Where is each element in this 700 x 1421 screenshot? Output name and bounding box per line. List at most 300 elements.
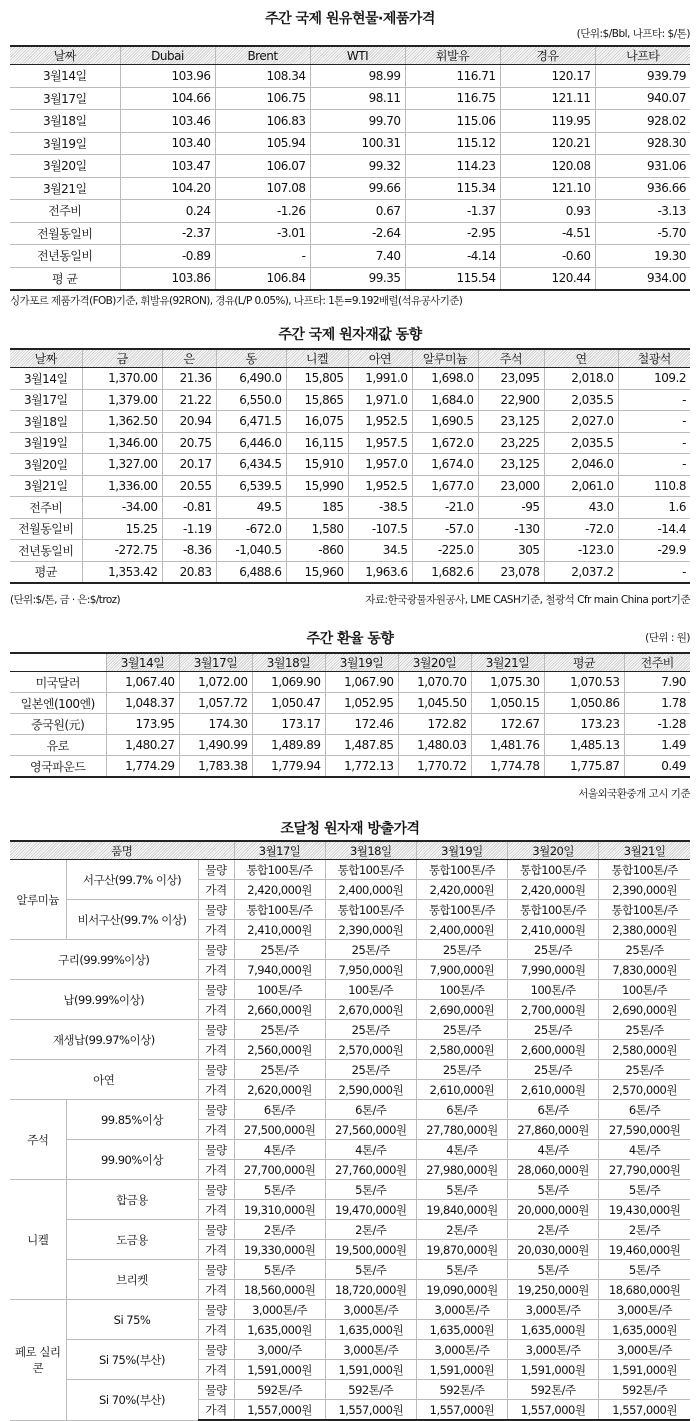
fx-cell: 1,045.50 (398, 693, 471, 714)
metal-cell: -8.36 (162, 540, 216, 562)
oil-cell: 114.23 (405, 155, 500, 178)
oil-cell: 939.79 (595, 65, 690, 88)
procure-price-cell: 2,390,000원 (325, 920, 416, 940)
metal-header-cell: 날짜 (10, 349, 82, 368)
fx-cell: 1,480.27 (106, 735, 179, 756)
metal-cell: 1,952.5 (348, 411, 412, 433)
metal-header-cell: 알루미늄 (412, 349, 478, 368)
procure-price-cell: 1,635,000원 (325, 1320, 416, 1340)
metal-row-label: 3월19일 (10, 432, 82, 454)
procure-qty-cell: 4톤/주 (508, 1140, 599, 1160)
procure-price-cell: 18,680,000원 (599, 1280, 690, 1300)
procure-item-name: 브리켓 (66, 1260, 198, 1300)
procure-price-cell: 19,090,000원 (416, 1280, 507, 1300)
procure-qty-cell: 3,000톤/주 (325, 1300, 416, 1320)
oil-cell: 120.21 (500, 132, 595, 155)
procure-row (10, 980, 690, 1000)
metal-cell: 1,672.0 (412, 432, 478, 454)
procure-qty-cell: 통합100톤/주 (325, 900, 416, 920)
procure-row (10, 1340, 690, 1360)
procure-qty-cell: 6톤/주 (234, 1100, 325, 1120)
metal-cell: 2,035.5 (544, 389, 618, 411)
fx-row-label: 유로 (10, 735, 106, 756)
fx-table (10, 652, 690, 778)
procure-qty-cell: 25톤/주 (599, 1060, 690, 1080)
metal-cell: -860 (286, 540, 348, 562)
metal-cell: 43.0 (544, 497, 618, 519)
procure-price-cell: 2,670,000원 (325, 1000, 416, 1020)
procure-qty-cell: 25톤/주 (599, 940, 690, 960)
oil-cell: 99.35 (310, 267, 405, 290)
fx-cell: 1,075.30 (471, 672, 544, 693)
procure-row (10, 1260, 690, 1280)
procure-qty-cell: 25톤/주 (416, 940, 507, 960)
procure-price-cell: 1,635,000원 (599, 1320, 690, 1340)
procure-price-cell: 2,420,000원 (416, 880, 507, 900)
procure-qty-cell: 4톤/주 (325, 1140, 416, 1160)
oil-cell: -4.51 (500, 222, 595, 245)
procure-kind-label: 물량 (198, 860, 234, 880)
procure-price-cell: 2,400,000원 (325, 880, 416, 900)
procure-kind-label: 물량 (198, 940, 234, 960)
fx-cell: 172.82 (398, 714, 471, 735)
procure-qty-cell: 통합100톤/주 (325, 860, 416, 880)
procure-qty-cell: 100톤/주 (599, 980, 690, 1000)
oil-row (10, 132, 690, 155)
oil-cell: 106.07 (215, 155, 310, 178)
oil-row-label: 3월20일 (10, 155, 120, 178)
oil-cell: 115.34 (405, 177, 500, 200)
metal-cell: 1.6 (618, 497, 690, 519)
metal-cell: - (618, 561, 690, 583)
procure-qty-cell: 통합100톤/주 (508, 900, 599, 920)
fx-cell: 172.46 (325, 714, 398, 735)
procure-qty-cell: 5톤/주 (325, 1180, 416, 1200)
metal-header-cell: 철광석 (618, 349, 690, 368)
metal-title: 주간 국제 원자재값 동향 (278, 327, 422, 343)
metal-cell: 15,910 (286, 454, 348, 476)
procure-price-cell: 2,580,000원 (599, 1040, 690, 1060)
fx-header-row (10, 653, 690, 672)
procure-price-cell: 27,700,000원 (234, 1160, 325, 1180)
oil-row-label: 3월18일 (10, 110, 120, 133)
metal-cell: 1,690.5 (412, 411, 478, 433)
procure-price-cell: 19,430,000원 (599, 1200, 690, 1220)
procure-kind-label: 가격 (198, 1000, 234, 1020)
metal-cell: - (618, 454, 690, 476)
procure-price-cell: 1,557,000원 (325, 1400, 416, 1421)
procure-qty-cell: 25톤/주 (234, 940, 325, 960)
oil-table (10, 45, 690, 291)
metal-row-label: 평균 (10, 561, 82, 583)
procure-price-cell: 19,330,000원 (234, 1240, 325, 1260)
procure-price-cell: 7,900,000원 (416, 960, 507, 980)
metal-cell: 1,677.0 (412, 475, 478, 497)
metal-cell: -672.0 (216, 518, 286, 540)
oil-cell: -2.64 (310, 222, 405, 245)
procure-row (10, 900, 690, 920)
metal-cell: -38.5 (348, 497, 412, 519)
fx-cell: 1.78 (624, 693, 690, 714)
procure-qty-cell: 100톤/주 (234, 980, 325, 1000)
procure-price-cell: 2,410,000원 (508, 920, 599, 940)
metal-cell: 109.2 (618, 368, 690, 390)
oil-row (10, 245, 690, 268)
procure-kind-label: 물량 (198, 1300, 234, 1320)
oil-cell: 98.99 (310, 65, 405, 88)
oil-header-cell: 날짜 (10, 46, 120, 65)
metal-cell: 2,018.0 (544, 368, 618, 390)
metal-cell: 23,000 (478, 475, 544, 497)
metal-cell: 6,446.0 (216, 432, 286, 454)
procure-qty-cell: 5톤/주 (508, 1180, 599, 1200)
metal-cell: 6,434.5 (216, 454, 286, 476)
procure-row (10, 940, 690, 960)
metal-cell: 1,698.0 (412, 368, 478, 390)
fx-cell: 1,067.40 (106, 672, 179, 693)
metal-cell: 22,900 (478, 389, 544, 411)
procure-price-cell: 1,557,000원 (599, 1400, 690, 1421)
oil-cell: 936.66 (595, 177, 690, 200)
metal-cell: 1,963.6 (348, 561, 412, 583)
procure-price-cell: 2,560,000원 (234, 1040, 325, 1060)
procure-price-cell: 27,980,000원 (416, 1160, 507, 1180)
oil-row-label: 3월14일 (10, 65, 120, 88)
procure-item-name: 서구산(99.7% 이상) (66, 860, 198, 900)
procure-kind-label: 가격 (198, 1160, 234, 1180)
procure-price-cell: 1,635,000원 (234, 1320, 325, 1340)
fx-cell: 1,774.78 (471, 756, 544, 778)
fx-cell: 1,775.87 (544, 756, 624, 778)
procure-row (10, 1180, 690, 1200)
procure-qty-cell: 25톤/주 (234, 1060, 325, 1080)
fx-row-label: 중국원(元) (10, 714, 106, 735)
oil-header-row (10, 46, 690, 65)
fx-cell: 1,069.90 (252, 672, 325, 693)
procure-qty-cell: 3,000톤/주 (416, 1300, 507, 1320)
metal-cell: 2,046.0 (544, 454, 618, 476)
metal-cell: 6,490.0 (216, 368, 286, 390)
metal-cell: 1,952.5 (348, 475, 412, 497)
metal-cell: 1,362.50 (82, 411, 162, 433)
fx-cell: -1.28 (624, 714, 690, 735)
procure-qty-cell: 통합100톤/주 (416, 900, 507, 920)
procure-qty-cell: 592톤/주 (416, 1380, 507, 1400)
oil-cell: 0.24 (120, 200, 215, 223)
procure-price-cell: 19,310,000원 (234, 1200, 325, 1220)
metal-cell: -107.5 (348, 518, 412, 540)
fx-cell: 172.67 (471, 714, 544, 735)
metal-header-cell: 니켈 (286, 349, 348, 368)
metal-row-label: 3월17일 (10, 389, 82, 411)
metal-header-cell: 아연 (348, 349, 412, 368)
procure-price-cell: 2,620,000원 (234, 1080, 325, 1100)
metal-section (10, 316, 690, 616)
procure-row (10, 1060, 690, 1080)
procure-qty-cell: 3,000톤/주 (508, 1340, 599, 1360)
procure-kind-label: 가격 (198, 960, 234, 980)
metal-cell: -29.9 (618, 540, 690, 562)
procure-price-cell: 2,390,000원 (599, 880, 690, 900)
metal-cell: 20.17 (162, 454, 216, 476)
fx-unit: (단위 : 원) (645, 632, 690, 644)
oil-cell: 103.47 (120, 155, 215, 178)
procure-qty-cell: 통합100톤/주 (416, 860, 507, 880)
fx-header-cell: 3월14일 (106, 653, 179, 672)
procure-qty-cell: 5톤/주 (416, 1260, 507, 1280)
metal-cell: -225.0 (412, 540, 478, 562)
procure-price-cell: 2,600,000원 (508, 1040, 599, 1060)
fx-cell: 174.30 (179, 714, 252, 735)
procure-group-name: 니켈 (10, 1180, 66, 1300)
oil-cell: 104.66 (120, 87, 215, 110)
metal-cell: -130 (478, 518, 544, 540)
procure-item-name: 도금용 (66, 1220, 198, 1260)
oil-row (10, 200, 690, 223)
oil-cell: 121.10 (500, 177, 595, 200)
procure-qty-cell: 5톤/주 (416, 1180, 507, 1200)
metal-row-label: 3월14일 (10, 368, 82, 390)
fx-cell: 1,485.13 (544, 735, 624, 756)
metal-cell: 16,075 (286, 411, 348, 433)
metal-row-label: 3월21일 (10, 475, 82, 497)
procure-title: 조달청 원자재 방출가격 (280, 821, 420, 837)
metal-cell: 15,865 (286, 389, 348, 411)
procure-price-cell: 1,635,000원 (416, 1320, 507, 1340)
fx-header-cell (10, 653, 106, 672)
fx-cell: 1,490.99 (179, 735, 252, 756)
procure-qty-cell: 3,000/주 (234, 1340, 325, 1360)
metal-row (10, 518, 690, 540)
oil-cell: -3.01 (215, 222, 310, 245)
oil-cell: -4.14 (405, 245, 500, 268)
procure-item-name: Si 75%(부산) (66, 1340, 198, 1380)
metal-cell: 1,370.00 (82, 368, 162, 390)
oil-cell: 115.54 (405, 267, 500, 290)
fx-cell: 173.95 (106, 714, 179, 735)
oil-cell: -0.60 (500, 245, 595, 268)
procure-price-cell: 19,500,000원 (325, 1240, 416, 1260)
metal-row (10, 561, 690, 583)
procure-qty-cell: 4톤/주 (234, 1140, 325, 1160)
procure-qty-cell: 25톤/주 (325, 1060, 416, 1080)
procure-kind-label: 물량 (198, 1380, 234, 1400)
metal-cell: 20.83 (162, 561, 216, 583)
fx-cell: 1,783.38 (179, 756, 252, 778)
procure-qty-cell: 592톤/주 (508, 1380, 599, 1400)
procure-row (10, 1020, 690, 1040)
metal-cell: 34.5 (348, 540, 412, 562)
procure-qty-cell: 3,000톤/주 (416, 1340, 507, 1360)
procure-header-item: 품명 (10, 841, 234, 860)
fx-row (10, 756, 690, 778)
oil-title: 주간 국제 원유현물·제품가격 (265, 11, 435, 27)
procure-group-name: 페로 실리콘 (10, 1300, 66, 1421)
procure-price-cell: 1,591,000원 (599, 1360, 690, 1380)
procure-price-cell: 2,420,000원 (234, 880, 325, 900)
procure-price-cell: 2,610,000원 (416, 1080, 507, 1100)
fx-row-label: 일본엔(100엔) (10, 693, 106, 714)
procure-price-cell: 19,250,000원 (508, 1280, 599, 1300)
procure-qty-cell: 25톤/주 (508, 1020, 599, 1040)
procure-price-cell: 19,870,000원 (416, 1240, 507, 1260)
procure-kind-label: 가격 (198, 1040, 234, 1060)
procure-price-cell: 2,410,000원 (234, 920, 325, 940)
metal-cell: 20.75 (162, 432, 216, 454)
procure-price-cell: 27,790,000원 (599, 1160, 690, 1180)
procure-qty-cell: 3,000톤/주 (234, 1300, 325, 1320)
metal-row (10, 454, 690, 476)
metal-cell: 1,353.42 (82, 561, 162, 583)
fx-cell: 1,070.70 (398, 672, 471, 693)
procure-kind-label: 물량 (198, 900, 234, 920)
metal-row-label: 전년동일비 (10, 540, 82, 562)
procure-qty-cell: 592톤/주 (234, 1380, 325, 1400)
procure-kind-label: 물량 (198, 1020, 234, 1040)
fx-cell: 1,072.00 (179, 672, 252, 693)
procure-row (10, 1140, 690, 1160)
oil-row (10, 87, 690, 110)
metal-cell: 2,035.5 (544, 432, 618, 454)
procure-qty-cell: 5톤/주 (599, 1260, 690, 1280)
oil-cell: 928.02 (595, 110, 690, 133)
fx-cell: 1,070.53 (544, 672, 624, 693)
metal-cell: -272.75 (82, 540, 162, 562)
procure-item-name: 비서구산(99.7% 이상) (66, 900, 198, 940)
oil-row (10, 177, 690, 200)
fx-header-cell: 전주비 (624, 653, 690, 672)
procure-qty-cell: 5톤/주 (599, 1180, 690, 1200)
fx-row (10, 693, 690, 714)
oil-row-label: 전주비 (10, 200, 120, 223)
procure-price-cell: 2,580,000원 (416, 1040, 507, 1060)
metal-cell: 1,674.0 (412, 454, 478, 476)
procure-qty-cell: 6톤/주 (599, 1100, 690, 1120)
metal-cell: 15,805 (286, 368, 348, 390)
procure-qty-cell: 2톤/주 (416, 1220, 507, 1240)
procure-price-cell: 20,000,000원 (508, 1200, 599, 1220)
metal-cell: 20.94 (162, 411, 216, 433)
metal-cell: 15,990 (286, 475, 348, 497)
metal-cell: 23,078 (478, 561, 544, 583)
oil-row-label: 3월17일 (10, 87, 120, 110)
metal-header-cell: 동 (216, 349, 286, 368)
procure-price-cell: 7,990,000원 (508, 960, 599, 980)
oil-row-label: 평 균 (10, 267, 120, 290)
procure-qty-cell: 5톤/주 (508, 1260, 599, 1280)
procure-header-date: 3월21일 (599, 841, 690, 860)
procure-qty-cell: 6톤/주 (416, 1100, 507, 1120)
procure-header-row (10, 841, 690, 860)
procure-qty-cell: 25톤/주 (325, 1020, 416, 1040)
metal-row (10, 540, 690, 562)
metal-cell: 21.36 (162, 368, 216, 390)
metal-cell: 2,027.0 (544, 411, 618, 433)
procure-qty-cell: 592톤/주 (599, 1380, 690, 1400)
oil-cell: 103.96 (120, 65, 215, 88)
procure-qty-cell: 100톤/주 (325, 980, 416, 1000)
metal-source: 자료:한국광물자원공사, LME CASH기준, 철광석 Cfr main China port기준 (365, 594, 690, 606)
oil-cell: 105.94 (215, 132, 310, 155)
procure-price-cell: 1,591,000원 (416, 1360, 507, 1380)
procure-kind-label: 물량 (198, 1180, 234, 1200)
metal-cell: 23,125 (478, 454, 544, 476)
procure-kind-label: 가격 (198, 1120, 234, 1140)
metal-cell: 305 (478, 540, 544, 562)
procure-price-cell: 2,590,000원 (325, 1080, 416, 1100)
oil-cell: 106.75 (215, 87, 310, 110)
procure-price-cell: 27,500,000원 (234, 1120, 325, 1140)
metal-cell: 1,991.0 (348, 368, 412, 390)
metal-cell: 1,957.5 (348, 432, 412, 454)
procure-price-cell: 1,557,000원 (416, 1400, 507, 1421)
metal-cell: - (618, 432, 690, 454)
fx-source: 서울외국환중개 고시 기준 (578, 788, 690, 800)
procure-qty-cell: 592톤/주 (325, 1380, 416, 1400)
metal-row-label: 전주비 (10, 497, 82, 519)
procure-qty-cell: 통합100톤/주 (599, 860, 690, 880)
metal-cell: 1,580 (286, 518, 348, 540)
metal-row (10, 497, 690, 519)
procure-item-name: 합금용 (66, 1180, 198, 1220)
procure-header-date: 3월18일 (325, 841, 416, 860)
fx-header-cell: 3월18일 (252, 653, 325, 672)
fx-cell: 1,770.72 (398, 756, 471, 778)
procure-kind-label: 가격 (198, 1240, 234, 1260)
oil-cell: - (215, 245, 310, 268)
metal-unit: (단위:$/톤, 금 · 은:$/troz) (10, 594, 121, 606)
fx-cell: 1,481.76 (471, 735, 544, 756)
metal-row (10, 475, 690, 497)
oil-cell: 120.17 (500, 65, 595, 88)
fx-header-cell: 평균 (544, 653, 624, 672)
oil-cell: 108.34 (215, 65, 310, 88)
procure-header-date: 3월19일 (416, 841, 507, 860)
fx-cell: 1,480.03 (398, 735, 471, 756)
procure-price-cell: 2,400,000원 (416, 920, 507, 940)
procure-price-cell: 2,570,000원 (325, 1040, 416, 1060)
oil-header-cell: 경유 (500, 46, 595, 65)
fx-cell: 1,772.13 (325, 756, 398, 778)
procure-price-cell: 18,560,000원 (234, 1280, 325, 1300)
procure-qty-cell: 5톤/주 (234, 1260, 325, 1280)
oil-row-label: 3월21일 (10, 177, 120, 200)
metal-cell: 110.8 (618, 475, 690, 497)
procure-price-cell: 2,380,000원 (599, 920, 690, 940)
procure-qty-cell: 2톤/주 (599, 1220, 690, 1240)
procure-qty-cell: 3,000톤/주 (325, 1340, 416, 1360)
procure-qty-cell: 6톤/주 (508, 1100, 599, 1120)
metal-cell: 1,336.00 (82, 475, 162, 497)
fx-cell: 173.23 (544, 714, 624, 735)
oil-cell: -1.37 (405, 200, 500, 223)
fx-cell: 1,779.94 (252, 756, 325, 778)
metal-cell: 1,971.0 (348, 389, 412, 411)
procure-qty-cell: 5톤/주 (234, 1180, 325, 1200)
oil-cell: 120.08 (500, 155, 595, 178)
procure-qty-cell: 통합100톤/주 (508, 860, 599, 880)
procure-qty-cell: 통합100톤/주 (599, 900, 690, 920)
metal-row-label: 3월20일 (10, 454, 82, 476)
metal-cell: 23,225 (478, 432, 544, 454)
procure-price-cell: 19,470,000원 (325, 1200, 416, 1220)
oil-header-cell: 휘발유 (405, 46, 500, 65)
metal-cell: 16,115 (286, 432, 348, 454)
oil-cell: 116.71 (405, 65, 500, 88)
procure-kind-label: 가격 (198, 1320, 234, 1340)
oil-note: 싱가포르 제품가격(FOB)기준, 휘발유(92RON), 경유(L/P 0.05%), 나프타: 1톤=9.192배럴(석유공사기준) (10, 295, 463, 307)
procure-qty-cell: 3,000톤/주 (599, 1340, 690, 1360)
